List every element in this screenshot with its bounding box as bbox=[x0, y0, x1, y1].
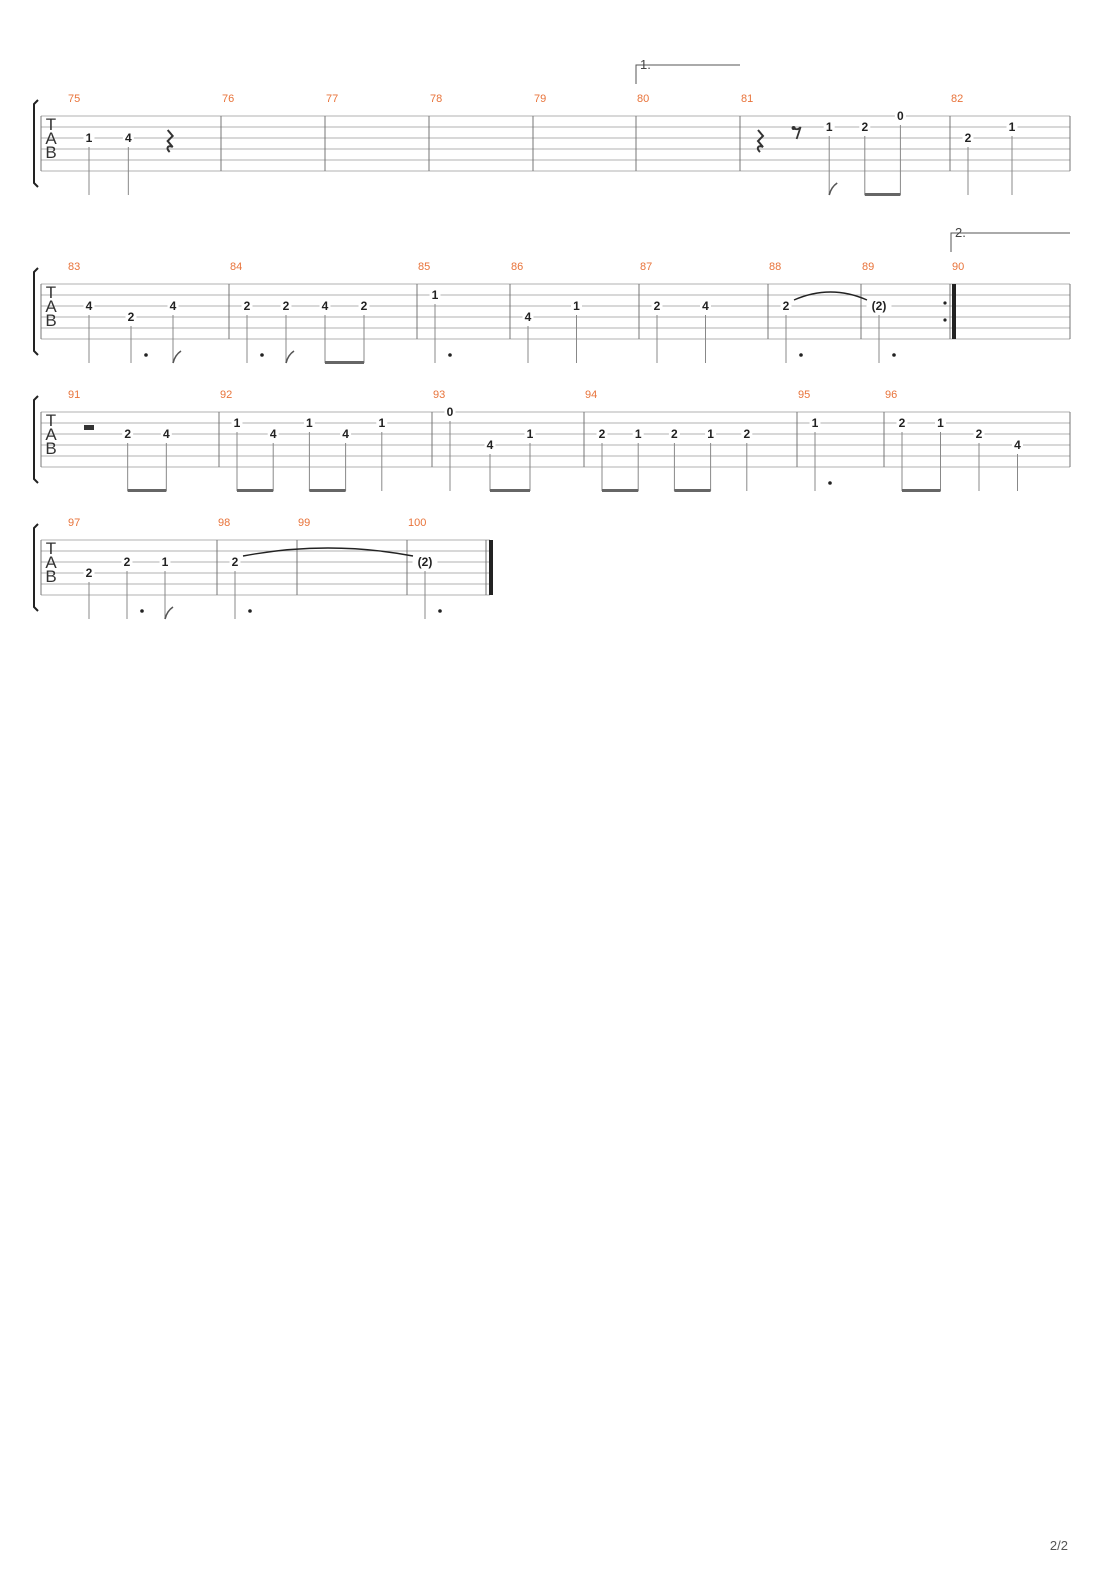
fret-number: 2 bbox=[861, 120, 869, 134]
tab-clef-letter: A bbox=[45, 425, 57, 444]
note-beam bbox=[325, 361, 364, 364]
volta-ending bbox=[951, 225, 1070, 252]
fret-number: 2 bbox=[123, 555, 131, 569]
duration-dot bbox=[799, 353, 803, 357]
fret-number: 1 bbox=[811, 416, 819, 430]
measure-number: 93 bbox=[433, 389, 446, 401]
fret-number: 2 bbox=[898, 416, 906, 430]
fret-number: 2 bbox=[743, 427, 751, 441]
fret-number: 0 bbox=[897, 109, 904, 123]
system-bracket bbox=[34, 268, 38, 355]
fret-number: 4 bbox=[702, 299, 709, 313]
fret-number: 4 bbox=[321, 299, 329, 313]
tab-clef-letter: T bbox=[45, 283, 57, 302]
measure-number: 78 bbox=[430, 93, 443, 105]
note-flag bbox=[165, 607, 173, 619]
measure-number: 80 bbox=[637, 93, 650, 105]
tab-clef-letter: B bbox=[45, 311, 57, 330]
fret-number: (2) bbox=[417, 555, 433, 569]
repeat-barline bbox=[952, 284, 956, 339]
tab-system bbox=[34, 261, 1070, 364]
half-rest bbox=[84, 425, 94, 430]
fret-number: 1 bbox=[1008, 120, 1016, 134]
repeat-dot bbox=[943, 301, 946, 304]
note-beam bbox=[674, 489, 710, 492]
volta-label: 2. bbox=[955, 225, 966, 240]
final-barline bbox=[489, 540, 493, 595]
tab-system bbox=[34, 517, 493, 619]
tab-clef-letter: T bbox=[45, 539, 57, 558]
note-beam bbox=[902, 489, 941, 492]
measure-number: 99 bbox=[298, 517, 311, 529]
fret-number: 1 bbox=[825, 120, 833, 134]
measure-number: 89 bbox=[862, 261, 875, 273]
fret-number: 2 bbox=[231, 555, 239, 569]
tab-clef-letter: B bbox=[45, 143, 57, 162]
measure-number: 85 bbox=[418, 261, 431, 273]
page-number: 2/2 bbox=[1049, 1538, 1068, 1553]
measure-number: 91 bbox=[68, 389, 81, 401]
duration-dot bbox=[260, 353, 264, 357]
note-beam bbox=[865, 193, 901, 196]
note-beam bbox=[602, 489, 638, 492]
fret-number: 4 bbox=[85, 299, 93, 313]
measure-number: 94 bbox=[585, 389, 598, 401]
fret-number: 4 bbox=[486, 438, 494, 452]
duration-dot bbox=[140, 609, 144, 613]
volta-ending bbox=[636, 57, 740, 84]
fret-number: 4 bbox=[124, 131, 132, 145]
eighth-rest bbox=[794, 127, 801, 139]
tab-clef-letter: T bbox=[45, 115, 57, 134]
measure-number: 86 bbox=[511, 261, 524, 273]
note-beam bbox=[128, 489, 167, 492]
fret-number: 2 bbox=[975, 427, 983, 441]
note-flag bbox=[286, 351, 294, 363]
duration-dot bbox=[828, 481, 832, 485]
note-beam bbox=[490, 489, 530, 492]
volta-label: 1. bbox=[640, 57, 651, 72]
measure-number: 96 bbox=[885, 389, 898, 401]
tab-clef-letter: B bbox=[45, 439, 57, 458]
measure-number: 95 bbox=[798, 389, 811, 401]
fret-number: 1 bbox=[707, 427, 714, 441]
fret-number: 2 bbox=[127, 310, 135, 324]
fret-number: 4 bbox=[342, 427, 349, 441]
measure-number: 84 bbox=[230, 261, 243, 273]
tab-clef-letter: B bbox=[45, 567, 57, 586]
volta-bracket bbox=[951, 233, 1070, 252]
fret-number: 4 bbox=[169, 299, 177, 313]
fret-number: 0 bbox=[446, 405, 454, 419]
note-flag bbox=[829, 183, 837, 195]
fret-number: 2 bbox=[598, 427, 606, 441]
fret-number: 2 bbox=[653, 299, 661, 313]
measure-number: 100 bbox=[408, 517, 427, 529]
measure-number: 92 bbox=[220, 389, 233, 401]
fret-number: 1 bbox=[526, 427, 534, 441]
tab-clef-letter: T bbox=[45, 411, 57, 430]
fret-number: 2 bbox=[964, 131, 972, 145]
fret-number: 2 bbox=[124, 427, 132, 441]
fret-number: 1 bbox=[431, 288, 439, 302]
system-bracket bbox=[34, 100, 38, 187]
duration-dot bbox=[438, 609, 442, 613]
fret-number: 4 bbox=[269, 427, 277, 441]
measure-number: 97 bbox=[68, 517, 81, 529]
fret-number: 4 bbox=[1014, 438, 1021, 452]
fret-number: 4 bbox=[162, 427, 170, 441]
measure-number: 76 bbox=[222, 93, 235, 105]
measure-number: 79 bbox=[534, 93, 547, 105]
measure-number: 83 bbox=[68, 261, 81, 273]
duration-dot bbox=[448, 353, 452, 357]
fret-number: (2) bbox=[871, 299, 887, 313]
fret-number: 1 bbox=[161, 555, 169, 569]
duration-dot bbox=[248, 609, 252, 613]
note-beam bbox=[309, 489, 345, 492]
tab-system bbox=[34, 389, 1070, 492]
tab-system bbox=[34, 93, 1070, 196]
tab-clef-letter: A bbox=[45, 553, 57, 572]
fret-number: 1 bbox=[573, 299, 580, 313]
repeat-dot bbox=[943, 318, 946, 321]
volta-bracket bbox=[636, 65, 740, 84]
measure-number: 88 bbox=[769, 261, 782, 273]
duration-dot bbox=[144, 353, 148, 357]
fret-number: 1 bbox=[85, 131, 93, 145]
measure-number: 82 bbox=[951, 93, 964, 105]
fret-number: 2 bbox=[782, 299, 790, 313]
fret-number: 4 bbox=[524, 310, 532, 324]
tie bbox=[794, 292, 867, 300]
fret-number: 2 bbox=[282, 299, 290, 313]
tab-clef-letter: A bbox=[45, 297, 57, 316]
fret-number: 1 bbox=[306, 416, 313, 430]
fret-number: 2 bbox=[85, 566, 93, 580]
fret-number: 1 bbox=[634, 427, 642, 441]
note-beam bbox=[237, 489, 273, 492]
fret-number: 1 bbox=[233, 416, 241, 430]
tab-clef-letter: A bbox=[45, 129, 57, 148]
tie bbox=[243, 548, 413, 556]
measure-number: 87 bbox=[640, 261, 653, 273]
fret-number: 2 bbox=[671, 427, 678, 441]
fret-number: 2 bbox=[360, 299, 368, 313]
measure-number: 98 bbox=[218, 517, 231, 529]
system-bracket bbox=[34, 524, 38, 611]
duration-dot bbox=[892, 353, 896, 357]
measure-number: 81 bbox=[741, 93, 754, 105]
fret-number: 1 bbox=[378, 416, 386, 430]
measure-number: 77 bbox=[326, 93, 339, 105]
fret-number: 2 bbox=[243, 299, 251, 313]
measure-number: 90 bbox=[952, 261, 965, 273]
measure-number: 75 bbox=[68, 93, 81, 105]
system-bracket bbox=[34, 396, 38, 483]
note-flag bbox=[173, 351, 181, 363]
fret-number: 1 bbox=[937, 416, 944, 430]
